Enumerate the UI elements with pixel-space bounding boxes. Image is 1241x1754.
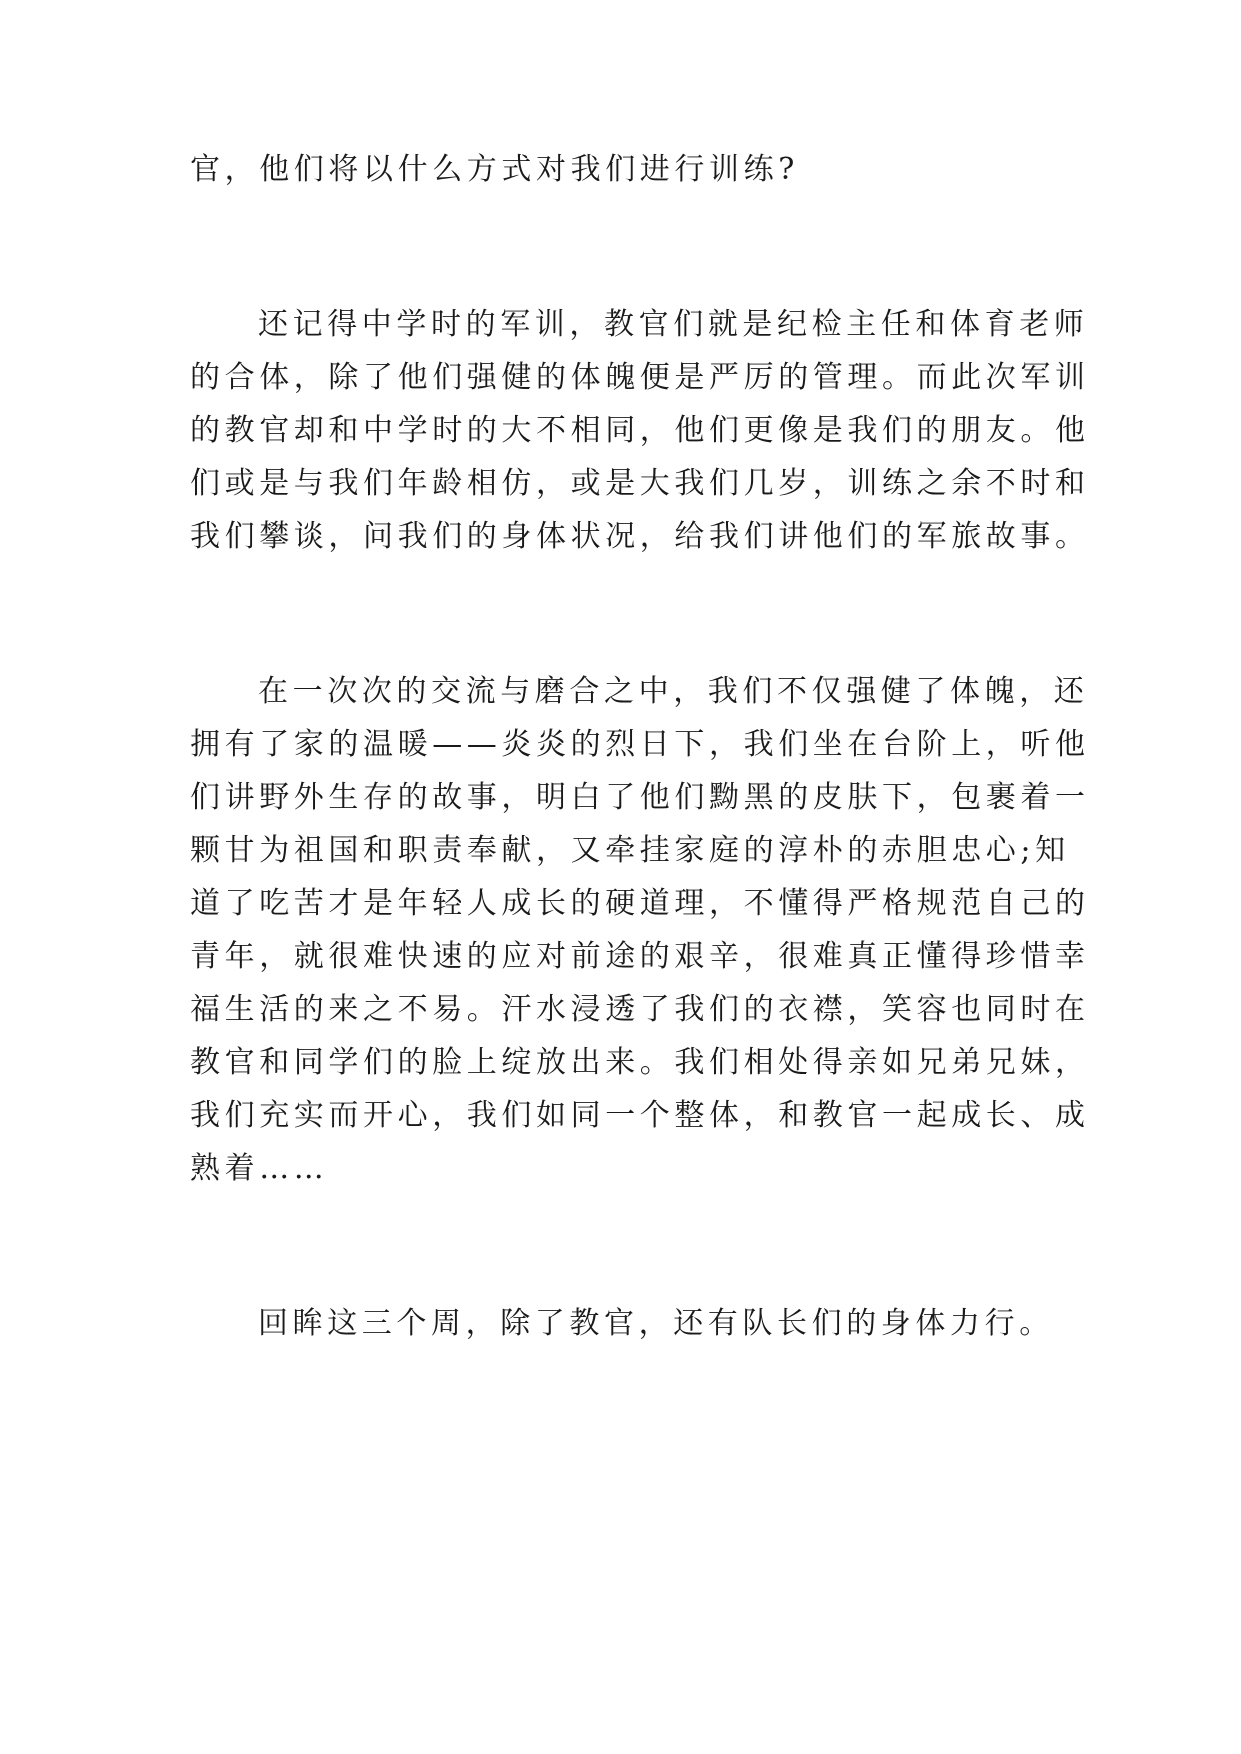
paragraph-3-line-4: 颗甘为祖国和职责奉献，又牵挂家庭的淳朴的赤胆忠心;知 (190, 833, 1070, 868)
paragraph-4-line-1: 回眸这三个周，除了教官，还有队长们的身体力行。 (258, 1306, 1054, 1341)
paragraph-3-line-9: 我们充实而开心，我们如同一个整体，和教官一起成长、成 (190, 1098, 1090, 1133)
paragraph-3-line-5: 道了吃苦才是年轻人成长的硬道理，不懂得严格规范自己的 (190, 886, 1090, 921)
paragraph-2-line-3: 的教官却和中学时的大不相同，他们更像是我们的朋友。他 (190, 413, 1090, 448)
paragraph-3-line-8: 教官和同学们的脸上绽放出来。我们相处得亲如兄弟兄妹， (190, 1045, 1090, 1080)
paragraph-2-line-5: 我们攀谈，问我们的身体状况，给我们讲他们的军旅故事。 (190, 519, 1090, 554)
paragraph-3-line-7: 福生活的来之不易。汗水浸透了我们的衣襟，笑容也同时在 (190, 992, 1090, 1027)
paragraph-2-line-1: 还记得中学时的军训，教官们就是纪检主任和体育老师 (258, 307, 1089, 342)
paragraph-3-line-6: 青年，就很难快速的应对前途的艰辛，很难真正懂得珍惜幸 (190, 939, 1090, 974)
paragraph-3-line-3: 们讲野外生存的故事，明白了他们黝黑的皮肤下，包裹着一 (190, 780, 1090, 815)
paragraph-3-line-1: 在一次次的交流与磨合之中，我们不仅强健了体魄，还 (258, 674, 1089, 709)
paragraph-2-line-2: 的合体，除了他们强健的体魄便是严厉的管理。而此次军训 (190, 360, 1090, 395)
paragraph-1-line-1: 官，他们将以什么方式对我们进行训练? (190, 152, 799, 187)
paragraph-3-line-2: 拥有了家的温暖——炎炎的烈日下，我们坐在台阶上，听他 (190, 727, 1090, 762)
paragraph-3-line-10: 熟着…… (190, 1151, 329, 1186)
paragraph-2-line-4: 们或是与我们年龄相仿，或是大我们几岁，训练之余不时和 (190, 466, 1090, 501)
